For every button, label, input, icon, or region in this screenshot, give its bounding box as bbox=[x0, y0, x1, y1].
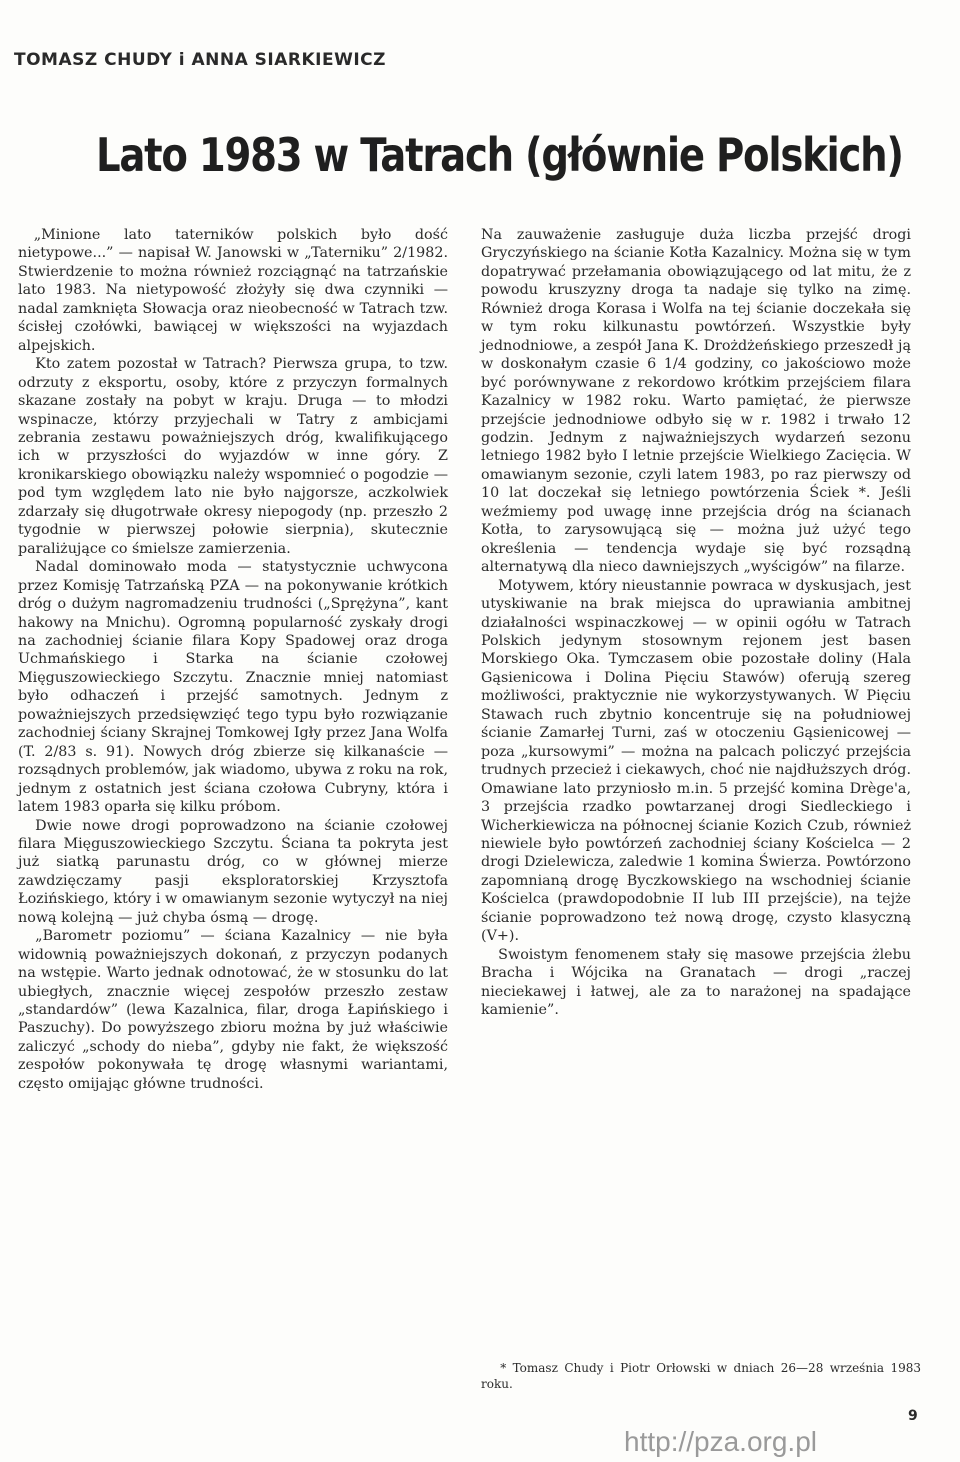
paragraph: Nadal dominowało moda — statystycznie uchwycona przez Komisję Tatrzańską PZA — na pokonywanie krótkich dróg o dużym nagromadzeniu trudności („Sprężyna”, kant hakowy na Mnichu). Ogromną popularność zyskały drogi na zachodniej ścianie filara Kopy Spadowej oraz droga Uchmańskiego i Starka na ścianie czołowej Mięguszowieckiego Szczytu. Znacznie mniej natomiast było odhaczeń i przejść samotnych. Jednym z poważniejszych przedsięwzięć tego typu było rozwiązanie zachodniej ściany Skrajnej Tomkowej Igły przez Jana Wolfa (T. 2/83 s. 91). Nowych dróg zbierze się kilkanaście — rozsądnych problemów, jak wiadomo, ubywa z roku na rok, jednym z ostatnich jest ściana czołowa Cubryny, która i latem 1983 oparła się kilku próbom. bbox=[18, 559, 448, 816]
article-authors: TOMASZ CHUDY i ANNA SIARKIEWICZ bbox=[14, 50, 386, 70]
right-column bbox=[481, 226, 911, 1019]
paragraph: Kto zatem pozostał w Tatrach? Pierwsza grupa, to tzw. odrzuty z eksportu, osoby, które z przyczyn formalnych skazane zostały na pobyt w kraju. Druga — to młodzi wspinacze, którzy przyjechali w Tatry z ambicjami zebrania zestawu poważniejszych dróg, kwalifikującego ich w przyszłości do wyjazdów w inne góry. Z kronikarskiego obowiązku należy wspomnieć o pogodzie — pod tym względem lato nie było najgorsze, aczkolwiek zdarzały się długotrwałe okresy niepogody (np. przeszło 2 tygodnie w pierwszej połowie sierpnia), skutecznie paraliżujące co śmielsze zamierzenia. bbox=[18, 356, 448, 557]
paragraph: Dwie nowe drogi poprowadzono na ścianie czołowej filara Mięguszowieckiego Szczytu. Ściana ta pokryta jest już siatką parunastu dróg, co w głównej mierze zawdzięczamy pasji eksploratorskiej Krzysztofa Łozińskiego, który i w omawianym sezonie wytyczył na niej nową kolejną — już chyba ósmą — drogę. bbox=[18, 817, 448, 926]
source-watermark: http://pza.org.pl bbox=[624, 1426, 818, 1457]
paragraph: „Barometr poziomu” — ściana Kazalnicy — nie była widownią poważniejszych dokonań, z przyczyn podanych na wstępie. Warto jednak odnotować, że w stosunku do lat ubiegłych, znacznie więcej zespołów przeszło zestaw „standardów” (lewa Kazalnica, filar, droga Łapińskiego i Paszuchy). Do powyższego zbioru można by już właściwie zaliczyć „schody do nieba”, gdyby nie fakt, że większość zespołów pokonywała tę drogę własnymi wariantami, często omijając główne trudności. bbox=[18, 928, 448, 1092]
page-number: 9 bbox=[908, 1408, 918, 1424]
article-title: Lato 1983 w Tatrach (głównie Polskich) bbox=[96, 128, 903, 182]
paragraph: Swoistym fenomenem stały się masowe przejścia żlebu Bracha i Wójcika na Granatach — drogi „raczej nieciekawej i łatwej, ale za to narażonej na spadające kamienie”. bbox=[481, 946, 911, 1019]
paragraph: Motywem, który nieustannie powraca w dyskusjach, jest utyskiwanie na brak miejsca do uprawiania ambitnej działalności wspinaczkowej — w opinii ogółu w Tatrach Polskich jedynym stosownym rejonem jest basen Morskiego Oka. Tymczasem obie pozostałe doliny (Hala Gąsienicowa i Dolina Pięciu Stawów) oferują szereg możliwości, praktycznie nie wykorzystywanych. W Pięciu Stawach ruch zbytnio koncentruje się na południowej ścianie Zamarłej Turni, zaś w otoczeniu Gąsienicowej — poza „kursowymi” — można na palcach policzyć przejścia trudnych przecież i ciekawych, choć nie najdłuższych dróg. Omawiane lato przyniosło m.in. 5 przejść komina Drège'a, 3 przejścia rzadko powtarzanej drogi Siedleckiego i Wicherkiewicza na północnej ścianie Kozich Czub, również niewiele było powtórzeń zachodniej ściany Kościelca — 2 drogi Dzielewicza, zaledwie 1 komina Świerza. Powtórzono zapomnianą drogę Byczkowskiego na wschodniej ścianie Kościelca (prawdopodobnie II lub III przejście), na tejże ścianie poprowadzono też nową drogę, czysto klasyczną (V+). bbox=[481, 577, 911, 945]
paragraph: Na zauważenie zasługuje duża liczba przejść drogi Gryczyńskiego na ścianie Kotła Kazalnicy. Można się w tym dopatrywać przełamania obowiązującego od lat mitu, że z powodu kruszyzny droga ta nadaje się tylko na zimę. Również droga Korasa i Wolfa na tej ścianie doczekała się w tym roku kilkunastu powtórzeń. Wszystkie były jednodniowe, a zespół Jana K. Drożdżeńskiego przeszedł ją w doskonałym czasie 6 1/4 godziny, co jakościowo może być porównywane z rekordowo krótkim przejściem filara Kazalnicy w 1982 roku. Warto pamiętać, że pierwsze przejście jednodniowe odbyło się w r. 1982 i trwało 12 godzin. Jednym z najważniejszych wydarzeń sezonu letniego 1982 było I letnie przejście Wielkiego Zacięcia. W omawianym sezonie, czyli latem 1983, po raz pierwszy od 10 lat doczekał się letniego powtórzenia Ściek *. Jeśli weźmiemy pod uwagę inne przejścia dróg na ścianach Kotła, to zarysowującą się — można już użyć tego określenia — tendencja wydaje się być rozsądną alternatywą dla nieco dawniejszych „wyścigów” na filarze. bbox=[481, 227, 911, 576]
paragraph: „Minione lato taterników polskich było dość nietypowe...” — napisał W. Janowski w „Taterniku” 2/1982. Stwierdzenie to można również rozciągnąć na tatrzańskie lato 1983. Na nietypowość złożyły się dwa czynniki — nadal zamknięta Słowacja oraz nieobecność w Tatrach tzw. ścisłej czołówki, bawiącej w większości na wyjazdach alpejskich. bbox=[18, 227, 448, 354]
footnote: * Tomasz Chudy i Piotr Orłowski w dniach 26—28 września 1983 roku. bbox=[481, 1361, 921, 1391]
left-column bbox=[18, 226, 448, 1093]
